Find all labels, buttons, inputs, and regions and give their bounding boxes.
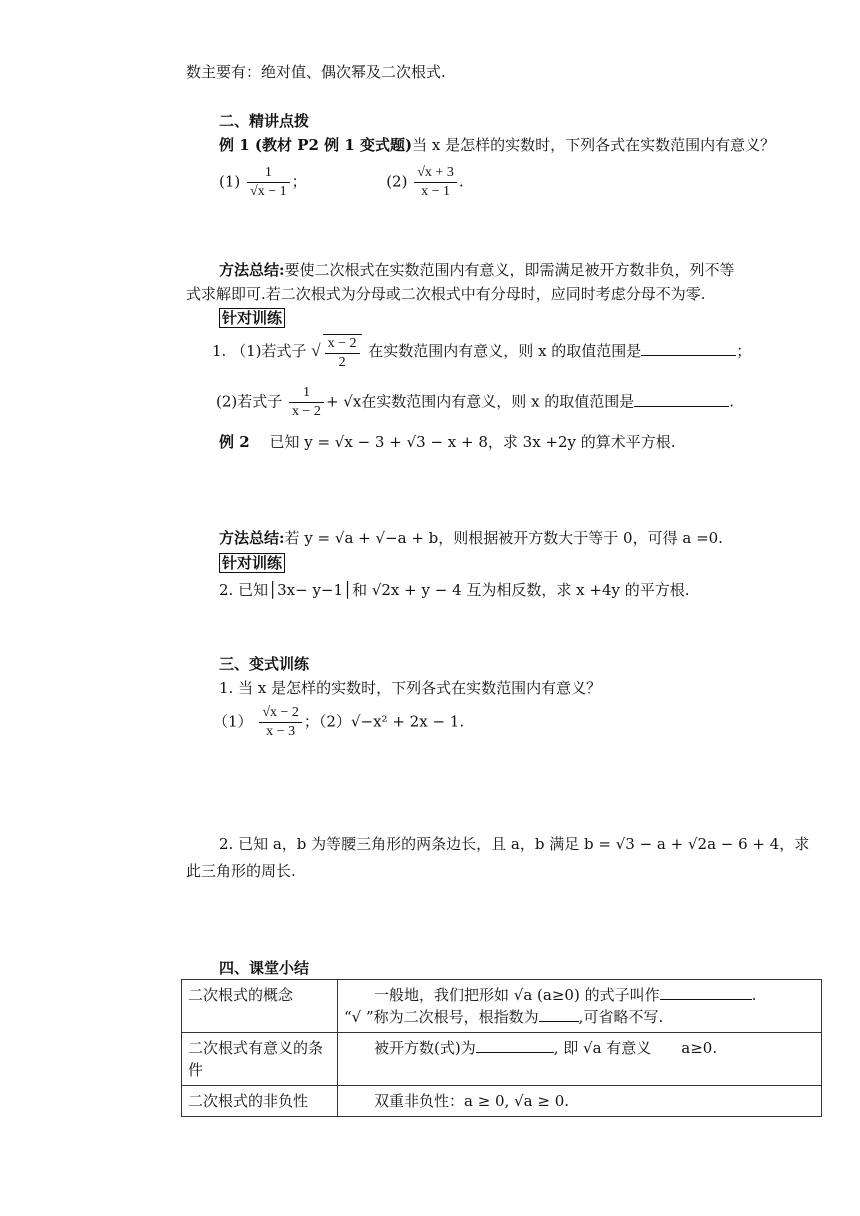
section4-title: 四、课堂小结 xyxy=(219,959,310,977)
training3-line: 2. 已知│3x− y−1│和 √2x + y − 4 互为相反数，求 x +4y 的平方根. xyxy=(219,581,690,599)
example1-part2-label: (2) xyxy=(386,172,408,191)
summary-table xyxy=(181,979,822,1117)
training2-answer-blank[interactable] xyxy=(634,392,729,407)
radical-sign-icon: √ xyxy=(311,341,321,361)
fraction-numerator: √x + 3 xyxy=(414,164,457,183)
training2-heading xyxy=(219,553,285,573)
example1-part2-fraction xyxy=(414,164,457,201)
example2-label: 例 2 xyxy=(219,433,250,451)
intro-line: 数主要有：绝对值、偶次幂及二次根式. xyxy=(186,63,446,81)
method1-line-a xyxy=(219,260,735,280)
section3-q1-parts xyxy=(213,704,464,750)
section3-q2-b: 此三角形的周长. xyxy=(186,862,296,880)
training2-fraction xyxy=(289,384,324,421)
row2-line1-text: 被开方数(式)为 xyxy=(374,1039,476,1057)
fraction-numerator: 1 xyxy=(289,384,324,403)
example1-parts xyxy=(219,164,464,210)
example1-part1-end: ； xyxy=(291,172,307,191)
row1-line2-end: ,可省略不写. xyxy=(578,1008,664,1026)
training2-prefix: (2)若式子 xyxy=(216,392,283,411)
row1-line2 xyxy=(344,1006,815,1028)
method1-text-a: 要使二次根式在实数范围内有意义，即需满足被开方数非负，列不等 xyxy=(284,261,735,279)
section3-q2-a: 2. 已知 a，b 为等腰三角形的两条边长，且 a，b 满足 b = √3 − a + √2a − 6 + 4，求 xyxy=(219,835,810,853)
training1-prefix: 1. （1)若式子 xyxy=(212,342,307,361)
q1-part1-label: （1） xyxy=(213,712,253,731)
row1-line1 xyxy=(344,984,815,1006)
row2-label: 二次根式有意义的条件 xyxy=(182,1033,338,1086)
method1-label: 方法总结: xyxy=(219,261,285,279)
row1-line2-text: “√ ”称为二次根号，根指数为 xyxy=(344,1008,539,1026)
q1-part1-fraction xyxy=(259,704,302,741)
training-label: 针对训练 xyxy=(219,308,285,328)
row3-content xyxy=(338,1086,822,1117)
example2-line xyxy=(219,432,676,452)
fraction-denominator: √x − 1 xyxy=(250,184,287,199)
section3-q1: 1. 当 x 是怎样的实数时，下列各式在实数范围内有意义？ xyxy=(219,679,602,697)
row1-line1-text: 一般地，我们把形如 √a (a≥0) 的式子叫作 xyxy=(374,986,660,1004)
method1-line-b: 式求解即可.若二次根式为分母或二次根式中有分母时，应同时考虑分母不为零. xyxy=(186,285,706,303)
training2-end: . xyxy=(729,392,735,411)
q1-part2: √−x² + 2x − 1 xyxy=(350,712,460,731)
row2-line1 xyxy=(344,1037,815,1059)
example1-label: 例 1 (教材 P2 例 1 变式题) xyxy=(219,136,413,154)
q1-separator: ；（2） xyxy=(303,712,351,731)
row1-blank[interactable] xyxy=(660,985,752,1000)
section2-title: 二、精讲点拨 xyxy=(219,112,310,130)
training2-suffix: 在实数范围内有意义，则 x 的取值范围是 xyxy=(361,392,635,411)
training1-suffix: 在实数范围内有意义，则 x 的取值范围是 xyxy=(368,342,642,361)
example1-text: 当 x 是怎样的实数时，下列各式在实数范围内有意义？ xyxy=(412,136,776,154)
row1-line1-end: . xyxy=(751,986,757,1004)
method2-line xyxy=(219,528,723,548)
training1-line xyxy=(212,334,751,380)
fraction-denominator: x − 3 xyxy=(266,724,296,739)
row1-blank2[interactable] xyxy=(539,1007,579,1022)
method2-label: 方法总结: xyxy=(219,529,285,547)
training1-fraction xyxy=(323,334,362,372)
row2-blank[interactable] xyxy=(476,1038,554,1053)
row3-line1: 双重非负性：a ≥ 0, √a ≥ 0. xyxy=(374,1092,570,1110)
example1-part2-end: . xyxy=(458,172,464,191)
fraction-numerator: 1 xyxy=(247,164,290,183)
fraction-denominator: 2 xyxy=(338,355,346,370)
example1-line xyxy=(219,135,775,155)
training-heading xyxy=(219,308,285,328)
fraction-denominator: x − 2 xyxy=(292,404,321,419)
row2-line1-end: , 即 √a 有意义 a≥0. xyxy=(553,1039,718,1057)
section3-title: 三、变式训练 xyxy=(219,655,310,673)
row2-content xyxy=(338,1033,822,1086)
example2-text: 已知 y = √x − 3 + √3 − x + 8，求 3x +2y 的算术平方根. xyxy=(269,433,676,451)
training2-label: 针对训练 xyxy=(219,553,285,573)
training1-radical xyxy=(311,334,363,372)
method2-text: 若 y = √a + √−a + b，则根据被开方数大于等于 0，可得 a =0. xyxy=(284,529,723,547)
training2-line xyxy=(216,384,734,430)
row3-label: 二次根式的非负性 xyxy=(182,1086,338,1117)
example1-part1-label: (1) xyxy=(219,172,241,191)
fraction-numerator: √x − 2 xyxy=(259,704,302,723)
table-row xyxy=(182,980,822,1033)
training1-end: ； xyxy=(736,342,752,361)
training2-mid: + √x xyxy=(325,392,362,411)
training1-answer-blank[interactable] xyxy=(641,341,736,356)
fraction-numerator: x − 2 xyxy=(325,335,360,354)
table-row xyxy=(182,1033,822,1086)
example1-part1-fraction xyxy=(247,164,290,201)
fraction-denominator: x − 1 xyxy=(421,184,450,199)
table-row xyxy=(182,1086,822,1117)
row1-label: 二次根式的概念 xyxy=(182,980,338,1033)
row1-content xyxy=(338,980,822,1033)
q1-end: . xyxy=(459,712,465,731)
